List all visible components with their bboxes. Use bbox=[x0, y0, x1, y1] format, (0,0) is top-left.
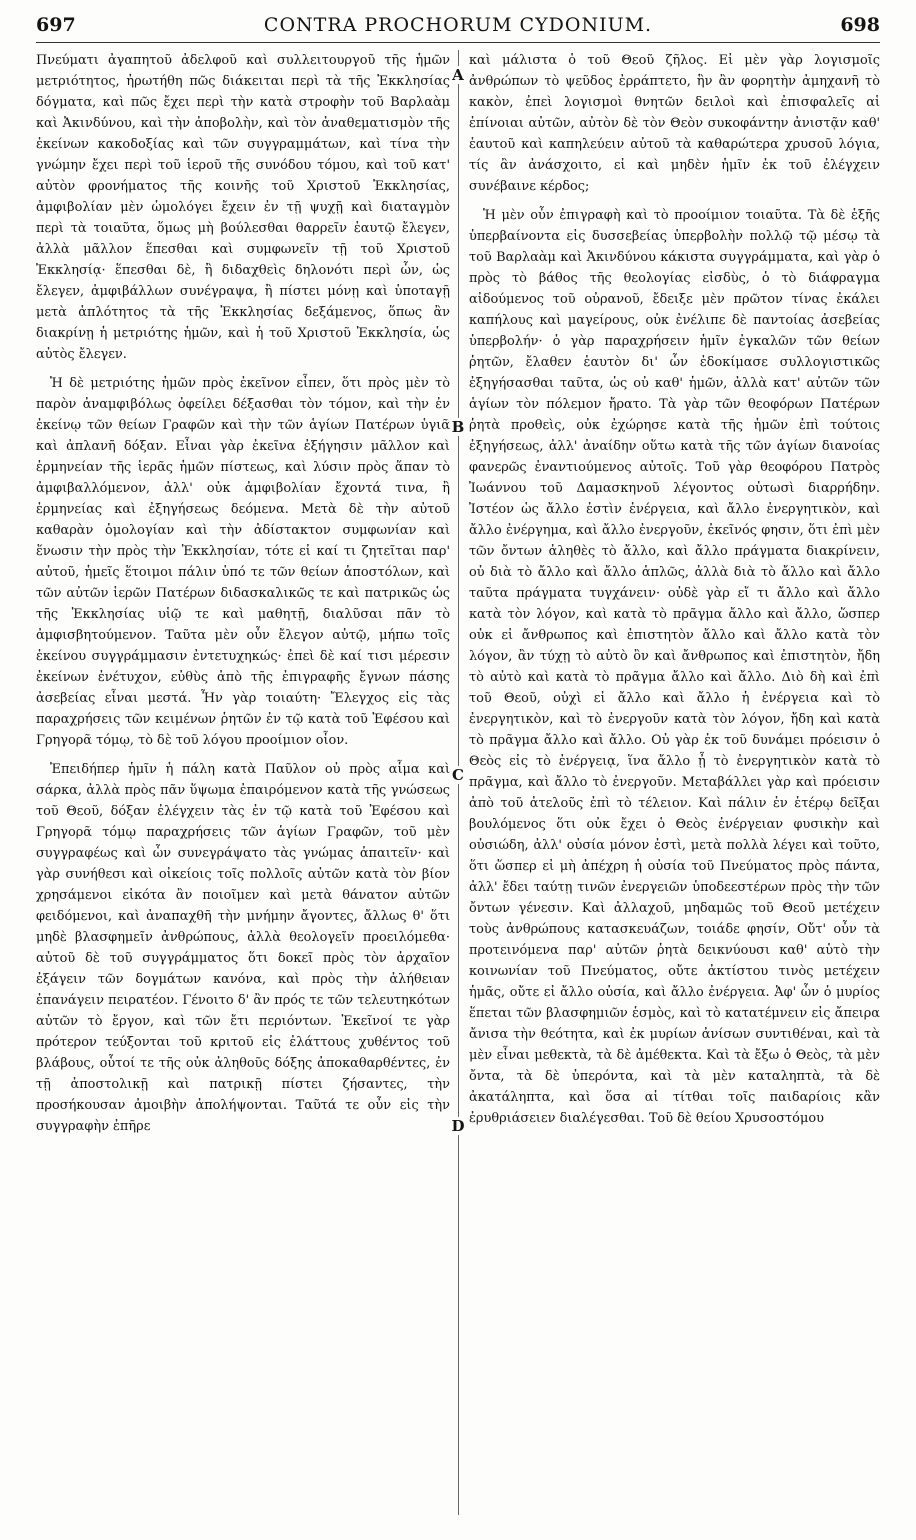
paragraph: Πνεύματι ἀγαπητοῦ ἀδελφοῦ καὶ συλλειτουργοῦ τῆς ἡμῶν μετριότητος, ἠρωτήθη πῶς διάκειται περὶ τὰ τῆς Ἐκκλησίας δόγματα, καὶ πῶς ἔχει περὶ τὴν κατὰ στροφὴν τοῦ Βαρλαὰμ καὶ Ἀκινδύνου, καὶ τὴν ἀποβολὴν, καὶ τὸν ἀναθεματισμὸν τῆς ἐκείνων κακοδοξίας καὶ τῶν συγγραμμάτων, καὶ τίνα τὴν γνώμην ἔχει περὶ τοῦ ἱεροῦ τῆς συνόδου τόμου, καὶ τοῦ κατ' αὐτὸν φρονήματος τῆς κοινῆς τοῦ Χριστοῦ Ἐκκλησίας, ἀμφιβολίαν μὲν ὡμολόγει ἔχειν ἐν τῇ ψυχῇ καὶ διαταγμὸν περὶ τὰ τοιαῦτα, ὅμως μὴ βούλεσθαι θαρρεῖν ἑαυτῷ ἔλεγεν, ἀλλὰ μᾶλλον ἕπεσθαι καὶ συμφωνεῖν τῇ τοῦ Χριστοῦ Ἐκκλησίᾳ· ἕπεσθαι δὲ, ἢ διδαχθεὶς δηλονότι περὶ ὧν, ὡς ἔλεγεν, ἀμφιβάλλων συνέγραψα, ἢ πίστει μόνῃ καὶ ὑποταγῇ μετὰ ἁπλότητος τὰ τῆς Ἐκκλησίας δεξάμενος, ὅπως ἂν διακρίνῃ ἡ μετριότης ἡμῶν, καὶ ἡ τοῦ Χριστοῦ Ἐκκλησία, ὡς αὐτὸς ἔλεγεν. bbox=[36, 53, 450, 362]
running-title: CONTRA PROCHORUM CYDONIUM. bbox=[263, 14, 653, 36]
page-number-left: 697 bbox=[36, 14, 76, 36]
paragraph: καὶ μάλιστα ὁ τοῦ Θεοῦ ζῆλος. Εἰ μὲν γὰρ λογισμοῖς ἀνθρώπων τὸ ψεῦδος ἐρράπτετο, ἣν ἂν φορητὴν ἀμηχανῆ τὸ κακὸν, ἐπεὶ λογισμοὶ θνητῶν δειλοὶ καὶ ἐπισφαλεῖς αἱ ἐπίνοιαι αὐτῶν, αὐτὸν δὲ τὸν Θεὸν συκοφάντην ἀνιστᾷν καθ' ἑαυτοῦ καὶ καπηλεύειν αὐτοῦ τὰ καθαρώτερα χρυσοῦ λόγια, τίς ἂν ἀνάσχοιτο, εἰ καὶ μηδὲν ἡμῖν ἐκ τοῦ ἐλέγχειν συνέβαινε κέρδος; bbox=[469, 53, 880, 194]
paragraph: Ἐπειδήπερ ἡμῖν ἡ πάλη κατὰ Παῦλον οὐ πρὸς αἷμα καὶ σάρκα, ἀλλὰ πρὸς πᾶν ὕψωμα ἐπαιρόμενον κατὰ τῆς γνώσεως τοῦ Θεοῦ, δόξαν ἐλέγχειν τὰς ἐν τῷ κατὰ τοῦ Ἐφέσου καὶ Γρηγορᾶ τόμῳ παραχρήσεις τῶν ἁγίων Γραφῶν, τοῦ μὲν συγγραφέως καὶ ὧν συνεγράψατο τὰς γνώμας ἀπαιτεῖν· καὶ γὰρ συνήθεσι καὶ οἰκείοις τοῖς πολλοῖς αὐτῶν κατὰ τὸν βίον χρησάμενοι εἰκότα ἂν ποιοῖμεν καὶ μετὰ θάνατον αὐτῶν φειδόμενοι, καὶ ἀναπαχθῆ τὴν μνήμην ἄγοντες, ἄλλως θ' ὅτι μηδὲ βλασφημεῖν ἀνθρώπους, ἀλλὰ θεολογεῖν προειλόμεθα· αὐτοῦ δὲ τοῦ συγγράμματος ὅτι δοκεῖ πρὸς τὸν ἀρχαῖον ἐξάγειν τῶν δογμάτων κανόνα, καὶ πρὸς τὴν ἀλήθειαν ἐπανάγειν πειρατέον. Γένοιτο δ' ἂν πρός τε τῶν τελευτηκότων αὐτῶν τὸ ἔργον, καὶ τῶν ἔτι περιόντων. Ἐκεῖνοί τε γὰρ πρότερον τεύξονται τοῦ κριτοῦ εἰς ἐλάττους χυθέντος τοῦ βλάβους, οὗτοί τε τῆς οὐκ ἀληθοῦς δόξης ἀποκαθαρθέντες, ἐν τῇ ἀποστολικῇ καὶ πατρικῇ πίστει ζήσαντες, τὴν προσήκουσαν ἀμοιβὴν ἀπολήψονται. Ταῦτά τε οὖν εἰς τὴν συγγραφὴν ἐπῆρε bbox=[36, 762, 450, 1134]
margin-marker-d: D bbox=[451, 1117, 465, 1135]
paragraph: Ἡ δὲ μετριότης ἡμῶν πρὸς ἐκεῖνον εἶπεν, ὅτι πρὸς μὲν τὸ παρὸν ἀναμφιβόλως ὀφείλει δέξασθαι τὸν τόμον, καὶ τὴν ἐν ἐκείνῳ τῶν θείων Γραφῶν καὶ τὴν τῶν ἁγίων Πατέρων ὑγιᾶ καὶ ἀπλανῆ δόξαν. Εἶναι γὰρ ἐκεῖνα ἐξήγησιν μᾶλλον καὶ ἑρμηνείαν τῆς ἱερᾶς ἡμῶν πίστεως, καὶ λύσιν πρὸς ἅπαν τὸ ἀμφιβαλλόμενον, ἀλλ' οὐκ ἀμφιβολίαν ἔχοντά τινα, ἢ ἑρμηνείας καὶ ἐξηγήσεως δεόμενα. Μετὰ δὲ τὴν αὐτοῦ καθαρὰν ὁμολογίαν καὶ τὴν ἀδίστακτον συμφωνίαν καὶ ἕνωσιν τὴν πρὸς τὴν Ἐκκλησίαν, τότε εἰ καί τι ζητεῖται παρ' αὐτοῦ, ἡμεῖς ἕτοιμοι πάλιν ὑπό τε τῶν θείων ἀποστόλων, καὶ τῶν αὐτῶν ἱερῶν Πατέρων διδασκαλικῶς τε καὶ πατρικῶς ὡς τῆς Ἐκκλησίας υἱῷ τε καὶ μαθητῇ, διαλῦσαι πᾶν τὸ ἀμφισβητούμενον. Ταῦτα μὲν οὖν ἔλεγον αὐτῷ, μήπω τοῖς ἐκείνου συγγράμμασιν ἐντετυχηκώς· ἐπεὶ δὲ καί τισι μέρεσιν ἐκείνων ἐνέτυχον, εὐθὺς ἀπὸ τῆς ἐπιγραφῆς ἔγνων πάσης ἀσεβείας εἶναι μεστά. Ἦν γὰρ τοιαύτη· Ἔλεγχος εἰς τὰς παραχρήσεις τῶν κειμένων ῥητῶν ἐν τῷ κατὰ τοῦ Ἐφέσου καὶ Γρηγορᾶ τόμῳ, τὸ δὲ τοῦ λόγου προοίμιον οἷον. bbox=[36, 376, 450, 748]
paragraph: Ἡ μὲν οὖν ἐπιγραφὴ καὶ τὸ προοίμιον τοιαῦτα. Τὰ δὲ ἑξῆς ὑπερβαίνοντα εἰς δυσσεβείας ὑπερβολὴν πολλῷ τῷ μέσῳ τὰ τοῦ Βαρλαὰμ καὶ Ἀκινδύνου κάκιστα συγγράμματα, καὶ γὰρ ὁ πρὸς τὸ βάθος τῆς θεολογίας εἰσδὺς, ὁ τὸ διάφραγμα αἰδούμενος τοῦ οὐρανοῦ, ἔδειξε μὲν πρῶτον τίνας ἐκάλει καπήλους καὶ μαγείρους, οὐκ ἐνέλιπε δὲ παντοίας ἀσεβείας ὑπερβολήν· ὁ γὰρ παραχρήσειν ἡμῖν ἐγκαλῶν τῶν θείων ῥητῶν, ἔλαθεν ἑαυτὸν δι' ὧν ἐδοκίμασε συλλογιστικῶς ἐξηγήσασθαι ταῦτα, ὡς οὐ καθ' ἡμῶν, ἀλλὰ κατ' αὐτῶν τῶν ἁγίων τὸν πόλεμον ἤρατο. Τὰ γὰρ τῶν θεοφόρων Πατέρων ῥητὰ προθεὶς, οὐκ ἐχώρησε κατὰ τῆς ἡμῶν ἐπὶ τούτοις ἐξηγήσεως, ἀλλ' ἀναίδην οὕτω κατὰ τῆς τῶν ἁγίων διανοίας φανερῶς ἐναντιούμενος αὐτοῖς. Τοῦ γὰρ θεοφόρου Πατρὸς Ἰωάννου τοῦ Δαμασκηνοῦ λέγοντος οὑτωσὶ διαρρήδην. Ἰστέον ὡς ἄλλο ἐστὶν ἐνέργεια, καὶ ἄλλο ἐνεργητικὸν, καὶ ἄλλο ἐνέργημα, καὶ ἄλλο ἐνεργοῦν, ἐκεῖνός φησιν, ὅτι ἐπὶ μὲν τῶν ὄντων ἀληθὲς τὸ ἄλλο, καὶ ἄλλο πράγματα διακρίνειν, οὐ διὰ τὸ ἄλλο καὶ ἄλλο ἁπλῶς, ἀλλὰ διὰ τὸ ἄλλο καὶ ἄλλο ταῦτα πράγματα τυγχάνειν· οὐδὲ γὰρ εἴ τι ἄλλο καὶ ἄλλο κατὰ τὸν λόγον, καὶ κατὰ τὸ πρᾶγμα ἄλλο καὶ ἄλλο, ὥσπερ οὐκ εἰ ἄνθρωπος καὶ ἐπιστητὸν ἄλλο καὶ ἄλλο κατὰ τὸν λόγον, ἂν τύχῃ τὸ αὐτὸ ὂν καὶ ἄνθρωπος καὶ ἐπιστητὸν, ἤδη τὸ αὐτὸ καὶ κατὰ τὸ πρᾶγμα ἄλλο καὶ ἄλλο. Διὸ δὴ καὶ ἐπὶ τοῦ Θεοῦ, οὐχὶ εἰ ἄλλο καὶ ἄλλο ἡ ἐνέργεια καὶ τὸ ἐνεργητικὸν, καὶ τὸ ἐνεργοῦν κατὰ τὸν λόγον, ἤδη καὶ κατὰ τὸ πρᾶγμα ἄλλο καὶ ἄλλο. Οὐ γὰρ ἐκ τοῦ δυνάμει πρόεισιν ὁ Θεὸς εἰς τὸ ἐνέργειᾳ, ἵνα ἄλλο ᾖ τὸ ἐνεργητικὸν κατὰ τὸ πρᾶγμα, καὶ ἄλλο τὸ ἐνεργοῦν. Μεταβάλλει γὰρ καὶ πρόεισιν ἀπὸ τοῦ ἀτελοῦς ἐπὶ τὸ τέλειον. Καὶ πάλιν ἐν ἑτέρῳ δεῖξαι βουλόμενος ὅτι οὐκ ἔχει ὁ Θεὸς ἐνέργειαν φυσικὴν καὶ οὐσιώδη, ἀλλ' οὐσία μόνον ἐστὶ, μετὰ πολλὰ λέγει καὶ τοῦτο, ὅτι ὥσπερ εἰ μὴ ἀπέχρη ἡ οὐσία τοῦ Πνεύματος πρὸς πάντα, ἀλλ' ἔδει ταύτῃ τινῶν ἐνεργειῶν ὑποδεεστέρων πρὸς τὴν τῶν ὄντων γένεσιν. Καὶ ἀλλαχοῦ, μηδαμῶς τοῦ Θεοῦ μετέχειν τοὺς ἀνθρώπους κατασκευάζων, τοιάδε φησίν, Οὔτ' οὖν τὰ προτεινόμενα παρ' αὐτῶν ῥητὰ δεικνύουσι καθ' αὑτὸ τὴν κοινωνίαν τοῦ Πνεύματος, οὔτε ἀκτίστου τινὸς μετέχειν ἡμᾶς, οὔτε εἰ ἄλλο οὐσία, καὶ ἄλλο ἐνέργεια. Ἀφ' ὧν ὁ μυρίος ἕπεται τῶν βλασφημιῶν ἑσμὸς, καὶ τὸ κατατέμνειν εἰς ἄπειρα ἄνισα τὴν θεότητα, καὶ ἐκ μυρίων ἀνίσων συντιθέναι, καὶ τὰ μὲν εἶναι μεθεκτὰ, τὰ δὲ ἀμέθεκτα. Καὶ τὰ ἔξω ὁ Θεὸς, τὰ μὲν ὄντα, τὰ δὲ ὑπερόντα, καὶ τὰ μὲν καταληπτὰ, τὰ δὲ ἀκατάληπτα, καὶ ὅσα αἱ τίτθαι τοῖς παιδαρίοις κἂν ἐρυθριάσειεν διαλέγεσθαι. Τοῦ δὲ θείου Χρυσοστόμου bbox=[469, 208, 880, 1126]
right-column bbox=[469, 50, 880, 1520]
margin-marker-b: B bbox=[451, 418, 465, 436]
running-header bbox=[36, 12, 880, 43]
margin-marker-a: A bbox=[450, 66, 466, 84]
page-number-right: 698 bbox=[840, 14, 880, 36]
left-column bbox=[36, 50, 450, 1520]
margin-marker-c: C bbox=[450, 766, 466, 784]
